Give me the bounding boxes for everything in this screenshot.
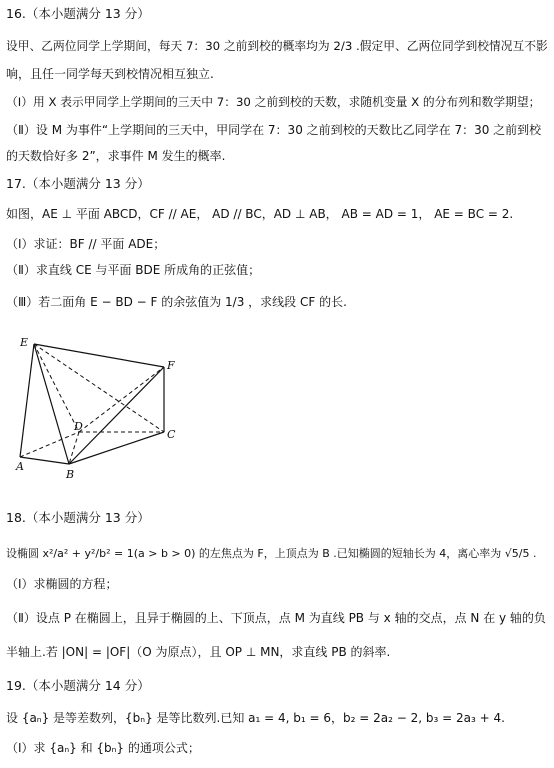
problem-19-line-1: 设 {aₙ} 是等差数列，{bₙ} 是等比数列.已知 a₁ = 4, b₁ = 6，b₂ = 2a₂ − 2, b₃ = 2a₃ + 4. — [6, 711, 505, 725]
problem-18-title: 18.（本小题满分 13 分） — [6, 510, 150, 525]
problem-17-part-3: （Ⅲ）若二面角 E − BD − F 的余弦值为 1/3 ，求线段 CF 的长. — [6, 295, 347, 309]
edge-df — [79, 367, 164, 432]
problem-18-line-1: 设椭圆 x²/a² + y²/b² = 1(a > b > 0) 的左焦点为 F，上顶点为 B .已知椭圆的短轴长为 4，离心率为 √5/5 . — [6, 547, 537, 560]
geometry-figure — [14, 332, 184, 482]
label-e: E — [20, 336, 29, 349]
problem-19-title: 19.（本小题满分 14 分） — [6, 678, 150, 693]
problem-16-line-2: 响，且任一同学每天到校情况相互独立. — [6, 67, 214, 81]
edge-ec — [34, 344, 164, 432]
label-c: C — [167, 428, 176, 441]
problem-16-part-2-cont: 的天数恰好多 2”，求事件 M 发生的概率. — [6, 149, 226, 163]
edge-fb — [69, 367, 164, 464]
problem-17-title: 17.（本小题满分 13 分） — [6, 176, 150, 191]
problem-16-part-2: （Ⅱ）设 M 为事件“上学期间的三天中，甲同学在 7：30 之前到校的天数比乙同学在 7：30 之前到校 — [6, 123, 542, 137]
problem-18-part-2-cont: 半轴上.若 |ON| = |OF|（O 为原点），且 OP ⊥ MN，求直线 PB 的斜率. — [6, 645, 391, 659]
problem-17-line-1: 如图，AE ⊥ 平面 ABCD，CF // AE， AD // BC，AD ⊥ AB， AB = AD = 1， AE = BC = 2. — [6, 207, 514, 221]
problem-17-part-2: （Ⅱ）求直线 CE 与平面 BDE 所成角的正弦值； — [6, 263, 261, 277]
problem-18-part-1: （Ⅰ）求椭圆的方程； — [6, 577, 118, 591]
edge-bc — [69, 432, 164, 464]
problem-16-title: 16.（本小题满分 13 分） — [6, 6, 150, 21]
problem-19-part-1: （Ⅰ）求 {aₙ} 和 {bₙ} 的通项公式； — [6, 741, 200, 755]
label-f: F — [167, 359, 175, 372]
edge-ed — [34, 344, 79, 432]
edge-ea — [20, 344, 34, 457]
label-b: B — [66, 468, 75, 481]
label-d: D — [74, 420, 83, 433]
edge-ad — [20, 432, 79, 457]
solid-diagram — [14, 332, 184, 482]
edge-eb — [34, 344, 69, 464]
label-a: A — [16, 460, 24, 473]
problem-17-part-1: （Ⅰ）求证：BF // 平面 ADE； — [6, 237, 166, 251]
edge-ab — [20, 457, 69, 464]
problem-18-part-2: （Ⅱ）设点 P 在椭圆上，且异于椭圆的上、下顶点，点 M 为直线 PB 与 x 轴的交点，点 N 在 y 轴的负 — [6, 611, 546, 625]
edge-ef — [34, 344, 164, 367]
problem-16-part-1: （Ⅰ）用 X 表示甲同学上学期间的三天中 7：30 之前到校的天数，求随机变量 X 的分布列和数学期望； — [6, 95, 541, 109]
problem-16-line-1: 设甲、乙两位同学上学期间，每天 7：30 之前到校的概率均为 2/3 .假定甲、乙两位同学到校情况互不影 — [6, 39, 548, 53]
